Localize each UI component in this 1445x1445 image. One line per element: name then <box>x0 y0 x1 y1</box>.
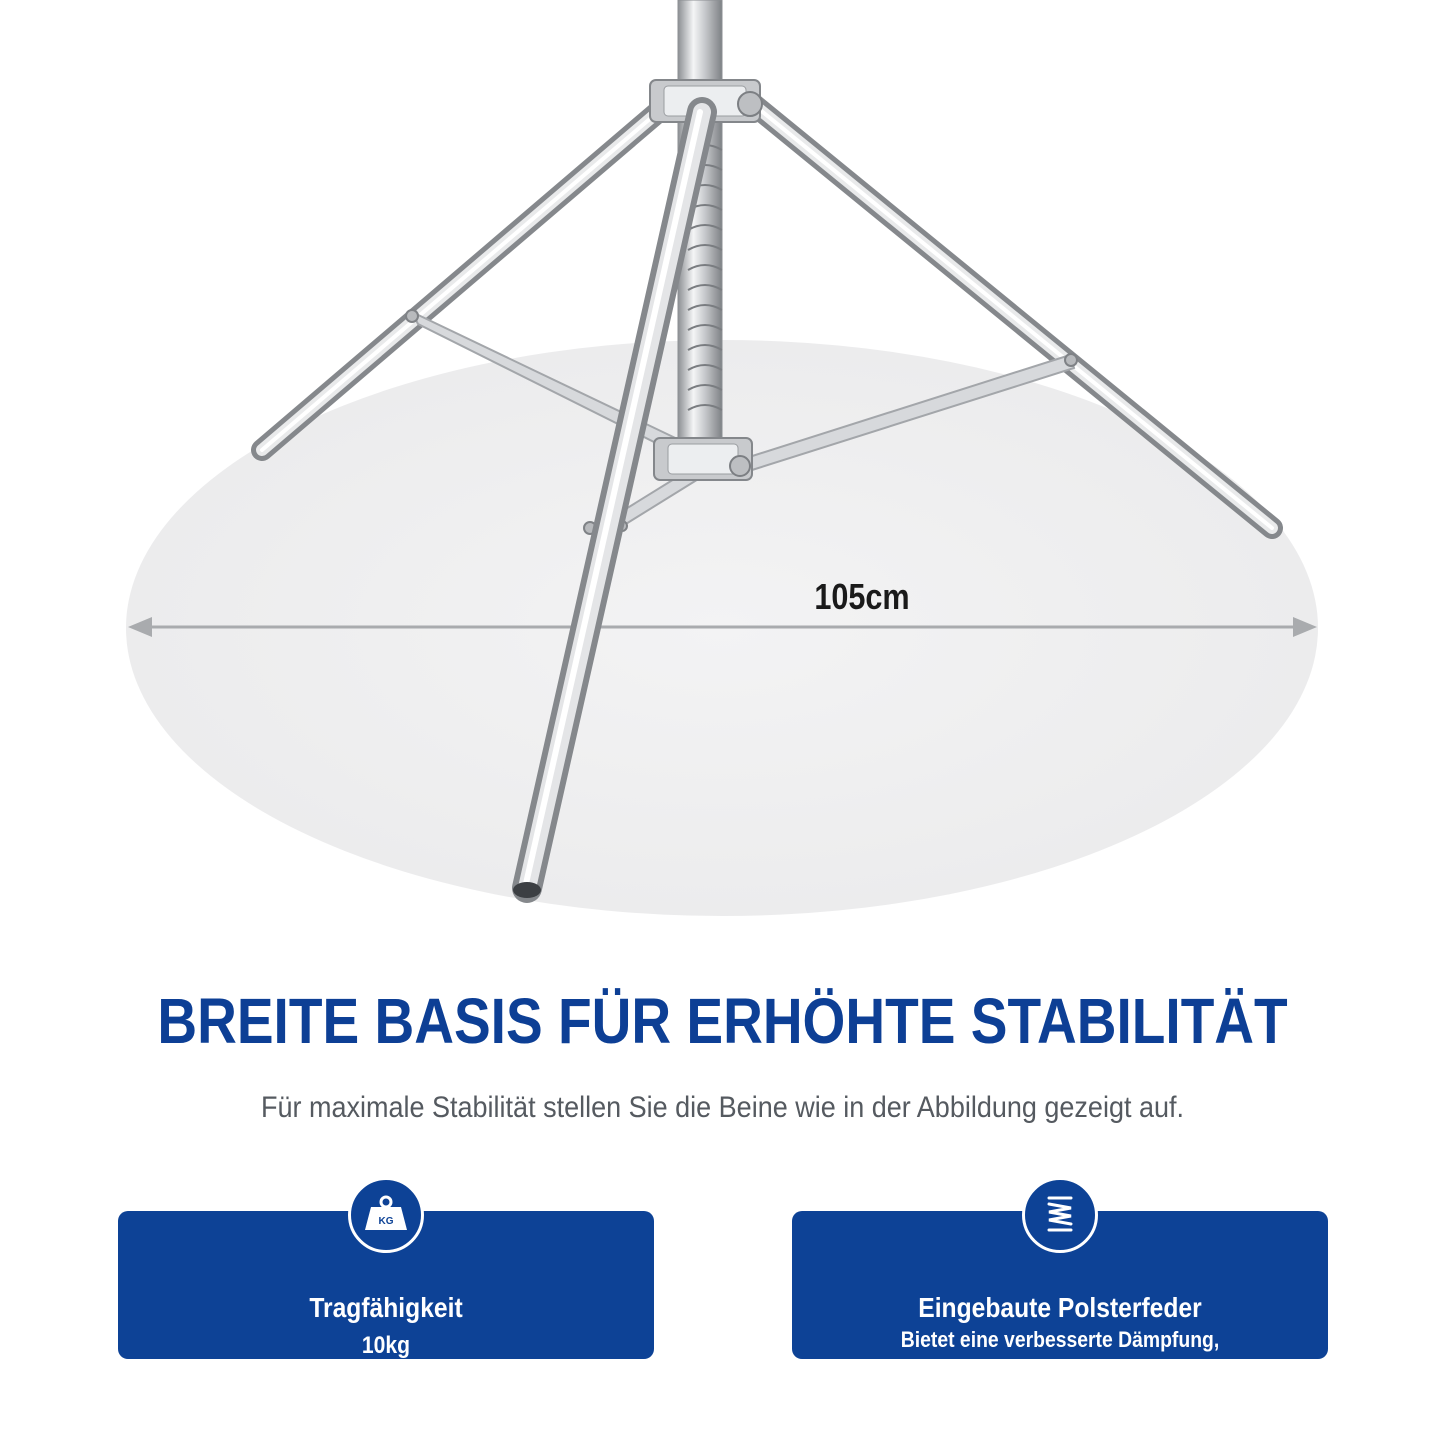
spring-description-line2: um das Equipment zu schützen. <box>912 1357 1208 1382</box>
kg-icon-text: KG <box>378 1216 394 1227</box>
spring-description-line1: Bietet eine verbesserte Dämpfung, <box>900 1327 1220 1352</box>
dimension-label: 105cm <box>814 576 910 617</box>
weight-kg-icon <box>348 1177 424 1253</box>
load-capacity-title: Tragfähigkeit <box>309 1292 463 1323</box>
spring-title: Eingebaute Polsterfeder <box>918 1292 1202 1323</box>
spring-description <box>824 1325 1296 1385</box>
load-capacity-card <box>118 1211 654 1359</box>
bottom-hub <box>654 438 752 480</box>
headline: BREITE BASIS FÜR ERHÖHTE STABILITÄT <box>157 985 1288 1057</box>
spring-card <box>792 1211 1328 1382</box>
spring-icon <box>1022 1177 1098 1253</box>
subline: Für maximale Stabilität stellen Sie die Beine wie in der Abbildung gezeigt auf. <box>260 1091 1185 1124</box>
load-capacity-value: 10kg <box>361 1332 411 1359</box>
